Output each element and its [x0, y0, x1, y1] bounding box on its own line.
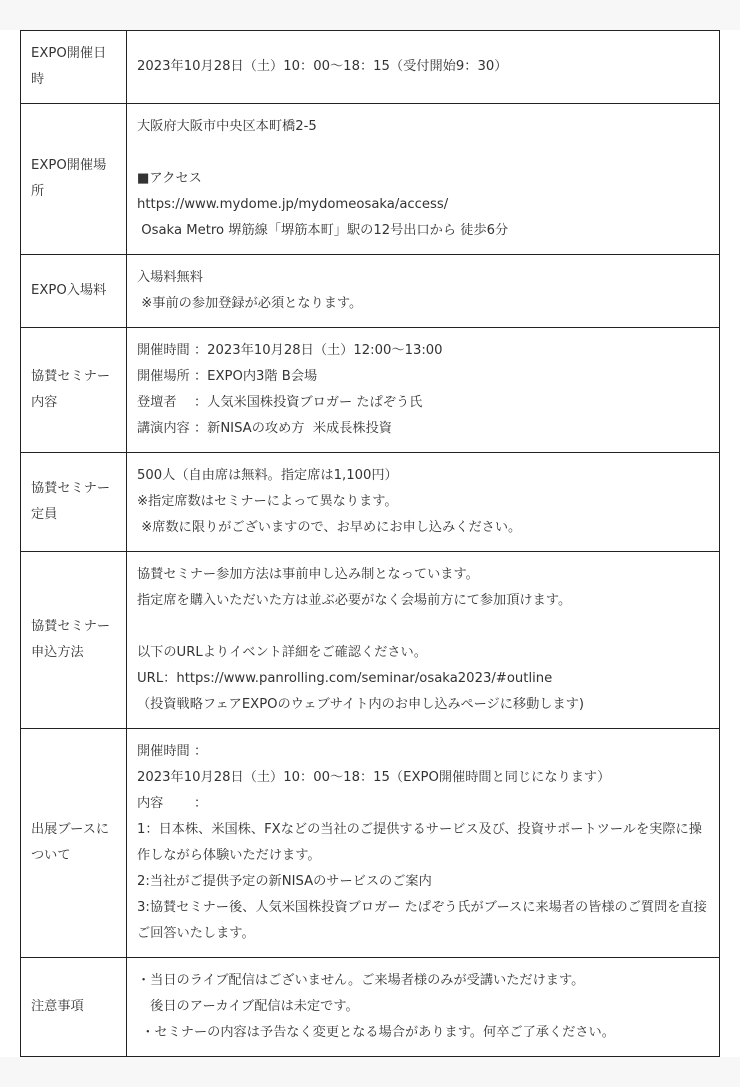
value-line: Osaka Metro 堺筋線「堺筋本町」駅の12号出口から 徒歩6分: [137, 223, 509, 238]
row-value: [127, 255, 720, 328]
value-line: ※指定席数はセミナーによって異なります。: [137, 494, 398, 509]
row-label: 協賛セミナー申込方法: [21, 552, 127, 729]
value-line: ※事前の参加登録が必須となります。: [137, 296, 363, 311]
value-line: ・当日のライブ配信はございません。ご来場者様のみが受講いただけます。: [137, 973, 585, 988]
value-line: 協賛セミナー参加方法は事前申し込み制となっています。: [137, 567, 479, 582]
row-value: [127, 31, 720, 104]
value-line: 2:当社がご提供予定の新NISAのサービスのご案内: [137, 874, 432, 889]
row-value: [127, 328, 720, 453]
event-info-table: [20, 30, 720, 1057]
table-row: [21, 552, 720, 729]
row-value: [127, 958, 720, 1057]
value-line: 後日のアーカイブ配信は未定です。: [137, 999, 359, 1014]
blank-line: [137, 614, 709, 640]
table-row: [21, 31, 720, 104]
table-row: [21, 729, 720, 958]
value-line: 2023年10月28日（土）10：00〜18：15（受付開始9：30）: [137, 59, 508, 74]
value-line: 入場料無料: [137, 270, 203, 285]
row-value: [127, 104, 720, 255]
value-line: （投資戦略フェアEXPOのウェブサイト内のお申し込みページに移動します): [137, 697, 585, 712]
row-value: [127, 453, 720, 552]
value-line: 500人（自由席は無料。指定席は1,100円）: [137, 468, 398, 483]
value-line: 以下のURLよりイベント詳細をご確認ください。: [137, 645, 427, 660]
value-line: 指定席を購入いただいた方は並ぶ必要がなく会場前方にて参加頂けます。: [137, 593, 572, 608]
table-row: [21, 328, 720, 453]
value-line: 内容 ：: [137, 796, 208, 811]
value-line: 開催場所 ：EXPO内3階 B会場: [137, 369, 318, 384]
row-label: 協賛セミナー定員: [21, 453, 127, 552]
value-line: ・セミナーの内容は予告なく変更となる場合があります。何卒ご了承ください。: [137, 1025, 615, 1040]
value-line: 2023年10月28日（土）10：00〜18：15（EXPO開催時間と同じになります）: [137, 770, 611, 785]
row-label: 協賛セミナー内容: [21, 328, 127, 453]
row-label: EXPO開催日時: [21, 31, 127, 104]
table-row: [21, 255, 720, 328]
blank-line: [137, 140, 709, 166]
value-line: 1：日本株、米国株、FXなどの当社のご提供するサービス及び、投資サポートツールを実際に操作しながら体験いただけます。: [137, 822, 702, 863]
row-value: [127, 729, 720, 958]
value-line: 登壇者 ：人気米国株投資ブロガー たぱぞう氏: [137, 395, 423, 410]
value-line: 開催時間 ：: [137, 744, 208, 759]
value-line: ■アクセス: [137, 171, 202, 186]
access-url-link[interactable]: https://www.mydome.jp/mydomeosaka/access/: [137, 197, 449, 212]
row-value: [127, 552, 720, 729]
table-row: [21, 104, 720, 255]
row-label: EXPO入場料: [21, 255, 127, 328]
row-label: 注意事項: [21, 958, 127, 1057]
table-row: [21, 958, 720, 1057]
value-line: ※席数に限りがございますので、お早めにお申し込みください。: [137, 520, 522, 535]
value-line: 大阪府大阪市中央区本町橋2-5: [137, 119, 317, 134]
table-row: [21, 453, 720, 552]
value-line: 講演内容 ：新NISAの攻め方 米成長株投資: [137, 421, 392, 436]
row-label: EXPO開催場所: [21, 104, 127, 255]
value-line: 3:協賛セミナー後、人気米国株投資ブロガー たぱぞう氏がブースに来場者の皆様のご質問を直接ご回答いたします。: [137, 900, 707, 941]
value-line: 開催時間 ：2023年10月28日（土）12:00〜13:00: [137, 343, 443, 358]
document-page: [0, 30, 740, 1057]
row-label: 出展ブースについて: [21, 729, 127, 958]
seminar-url-link[interactable]: URL：https://www.panrolling.com/seminar/osaka2023/#outline: [137, 671, 553, 686]
